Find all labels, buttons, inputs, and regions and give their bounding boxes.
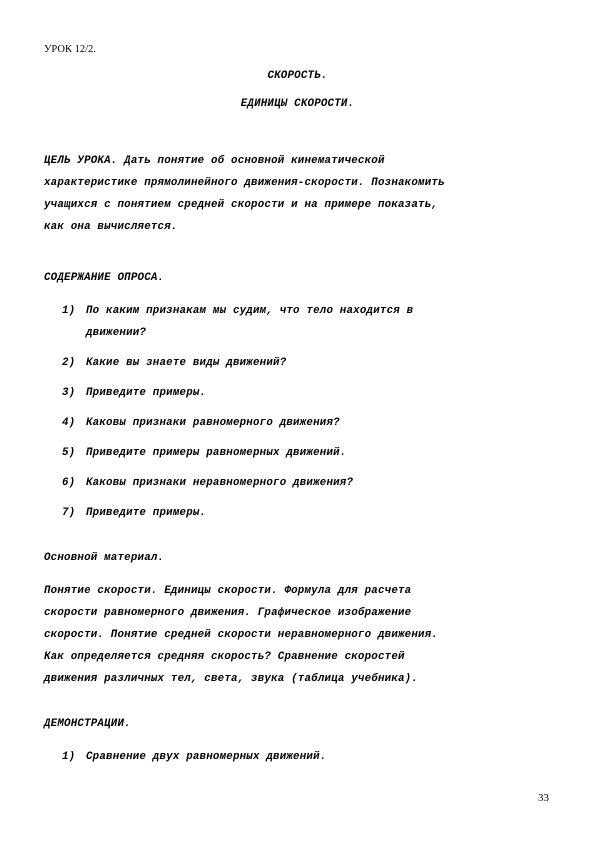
item-number: 1) (62, 305, 76, 317)
lesson-id: УРОК 12/2. (44, 44, 96, 55)
page-subtitle: ЕДИНИЦЫ СКОРОСТИ. (240, 98, 355, 110)
survey-list (62, 300, 522, 532)
item-text: Приведите примеры. (86, 387, 207, 399)
main-material-text: Понятие скорости. Единицы скорости. Формула для расчета скорости равномерного движения. Графическое изображение скорости. Понятие средней скорости неравномерного движения. Как определяется средняя скорость? Сравнение скоростей движения различных тел, света, звука (таблица учебника). (44, 585, 439, 685)
list-item (62, 412, 522, 434)
item-number: 1) (62, 751, 76, 763)
item-text: Каковы признаки равномерного движения? (86, 417, 340, 429)
demonstrations-list (62, 746, 522, 776)
item-number: 2) (62, 357, 76, 369)
item-number: 6) (62, 477, 76, 489)
item-number: 3) (62, 387, 76, 399)
item-number: 5) (62, 447, 76, 459)
demonstrations-heading: ДЕМОНСТРАЦИИ. (44, 718, 131, 730)
main-material-heading: Основной материал. (44, 552, 165, 564)
list-item (62, 502, 522, 524)
item-text: Сравнение двух равномерных движений. (86, 751, 327, 763)
lesson-goal: ЦЕЛЬ УРОКА. Дать понятие об основной кинематической характеристике прямолинейного движения-скорости. Познакомить учащихся с понятием средней скорости и на примере показать, как она вычисляется. (44, 155, 445, 233)
list-item (62, 352, 522, 374)
item-text: Какие вы знаете виды движений? (86, 357, 287, 369)
list-item (62, 746, 522, 768)
survey-heading: СОДЕРЖАНИЕ ОПРОСА. (44, 272, 165, 284)
item-text: Приведите примеры. (86, 507, 207, 519)
list-item (62, 382, 522, 404)
page-number: 33 (538, 792, 549, 804)
item-number: 7) (62, 507, 76, 519)
list-item (62, 472, 522, 494)
item-text: По каким признакам мы судим, что тело находится в движении? (86, 305, 414, 339)
page-title: СКОРОСТЬ. (267, 70, 328, 82)
item-text: Приведите примеры равномерных движений. (86, 447, 347, 459)
item-number: 4) (62, 417, 76, 429)
item-text: Каковы признаки неравномерного движения? (86, 477, 354, 489)
list-item (62, 442, 522, 464)
list-item (62, 300, 522, 344)
